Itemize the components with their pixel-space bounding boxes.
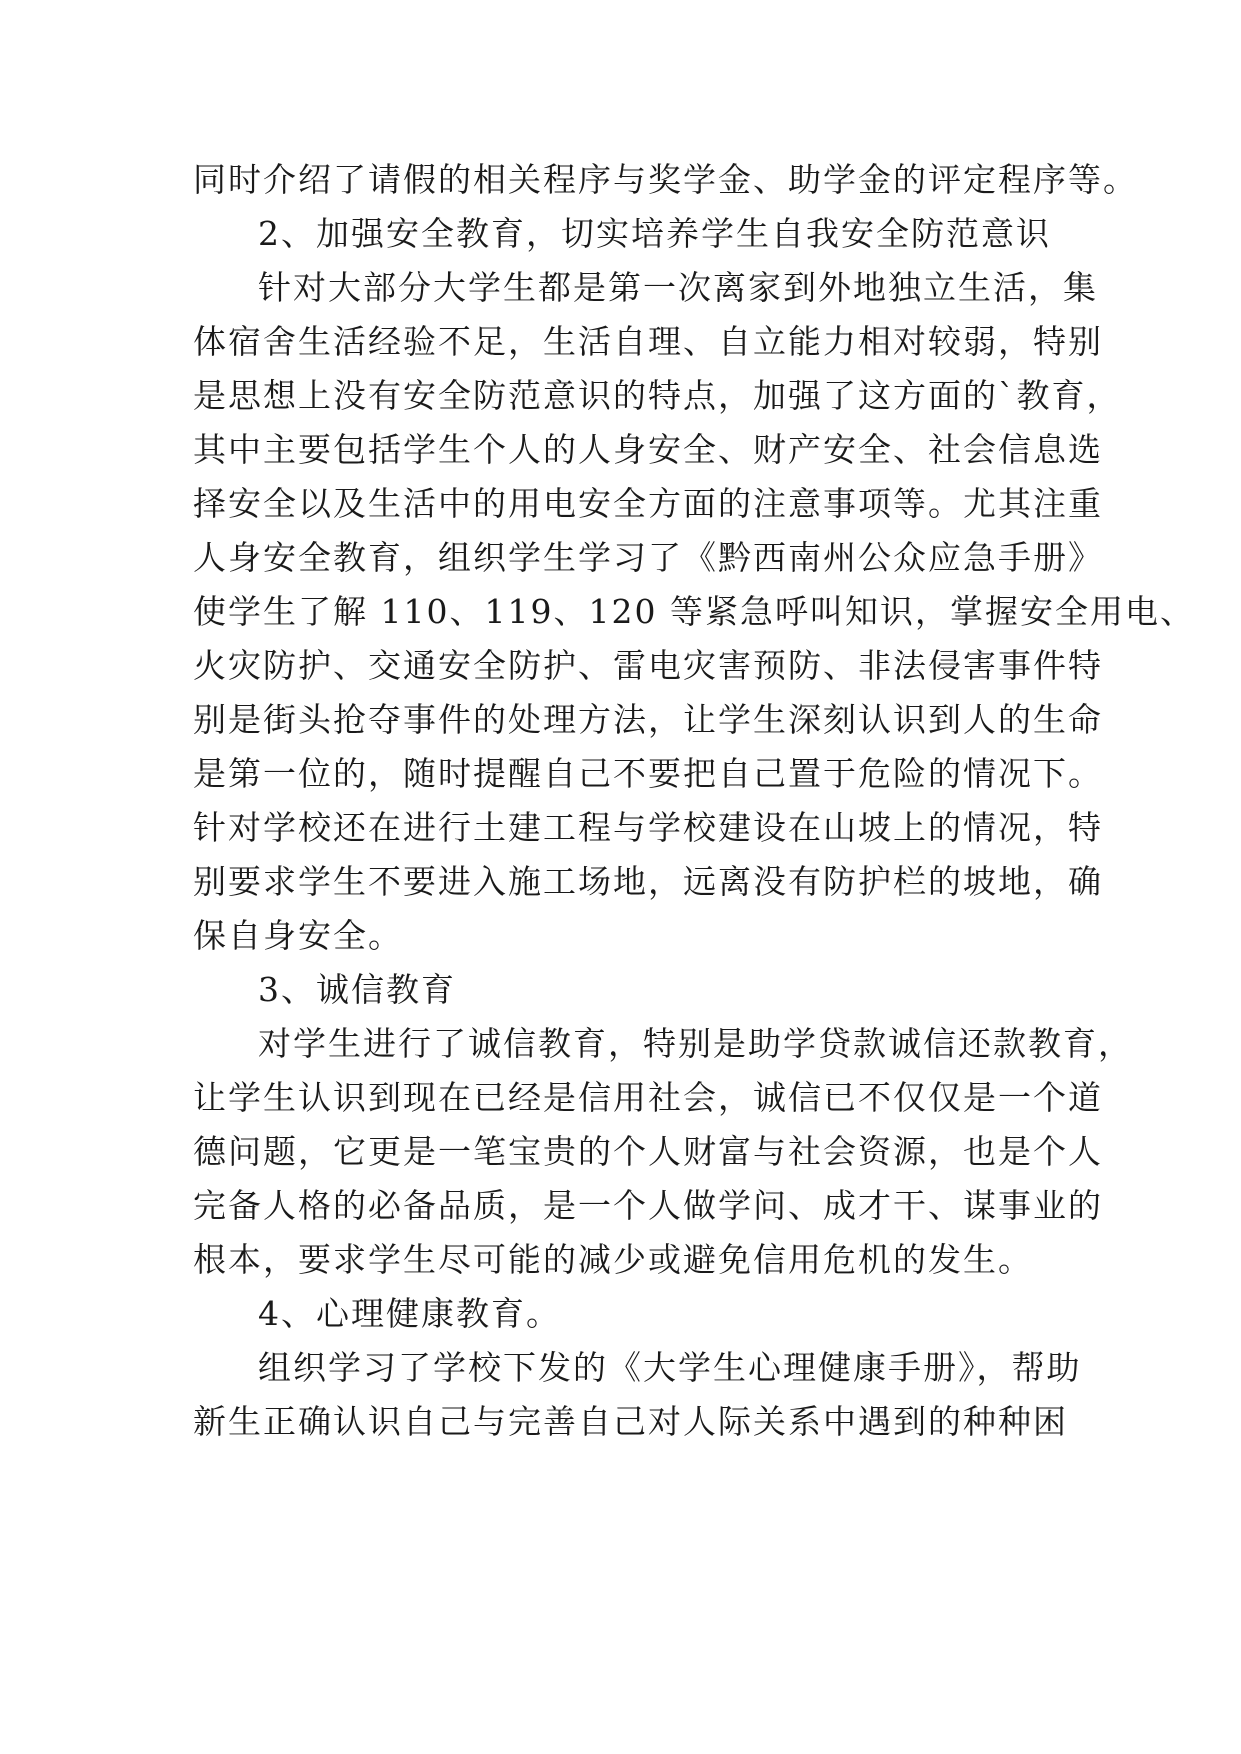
- text-line: 让学生认识到现在已经是信用社会，诚信已不仅仅是一个道: [193, 1078, 1103, 1117]
- text-line: 新生正确认识自己与完善自己对人际关系中遇到的种种困: [193, 1402, 1068, 1441]
- text-line: 是思想上没有安全防范意识的特点，加强了这方面的`教育，: [193, 376, 1122, 415]
- text-line: 根本，要求学生尽可能的减少或避免信用危机的发生。: [193, 1240, 1033, 1279]
- text-line: 同时介绍了请假的相关程序与奖学金、助学金的评定程序等。: [193, 160, 1138, 199]
- text-line: 火灾防护、交通安全防护、雷电灾害预防、非法侵害事件特: [193, 646, 1103, 685]
- section-heading: 3、诚信教育: [258, 970, 456, 1009]
- text-line: 使学生了解 110、119、120 等紧急呼叫知识，掌握安全用电、: [193, 592, 1195, 631]
- section-heading: 4、心理健康教育。: [258, 1294, 561, 1333]
- text-line: 择安全以及生活中的用电安全方面的注意事项等。尤其注重: [193, 484, 1103, 523]
- text-line: 完备人格的必备品质，是一个人做学问、成才干、谋事业的: [193, 1186, 1103, 1225]
- text-line: 别是街头抢夺事件的处理方法，让学生深刻认识到人的生命: [193, 700, 1103, 739]
- text-line: 其中主要包括学生个人的人身安全、财产安全、社会信息选: [193, 430, 1103, 469]
- text-line: 针对学校还在进行土建工程与学校建设在山坡上的情况，特: [193, 808, 1103, 847]
- text-line: 德问题，它更是一笔宝贵的个人财富与社会资源，也是个人: [193, 1132, 1103, 1171]
- text-line: 人身安全教育，组织学生学习了《黔西南州公众应急手册》: [193, 538, 1103, 577]
- text-line: 对学生进行了诚信教育，特别是助学贷款诚信还款教育，: [258, 1024, 1133, 1063]
- text-line: 体宿舍生活经验不足，生活自理、自立能力相对较弱，特别: [193, 322, 1103, 361]
- text-line: 是第一位的，随时提醒自己不要把自己置于危险的情况下。: [193, 754, 1103, 793]
- text-line: 别要求学生不要进入施工场地，远离没有防护栏的坡地，确: [193, 862, 1103, 901]
- text-line: 组织学习了学校下发的《大学生心理健康手册》，帮助: [258, 1348, 1082, 1387]
- text-line: 针对大部分大学生都是第一次离家到外地独立生活，集: [258, 268, 1098, 307]
- section-heading: 2、加强安全教育，切实培养学生自我安全防范意识: [258, 214, 1051, 253]
- text-line: 保自身安全。: [193, 916, 403, 955]
